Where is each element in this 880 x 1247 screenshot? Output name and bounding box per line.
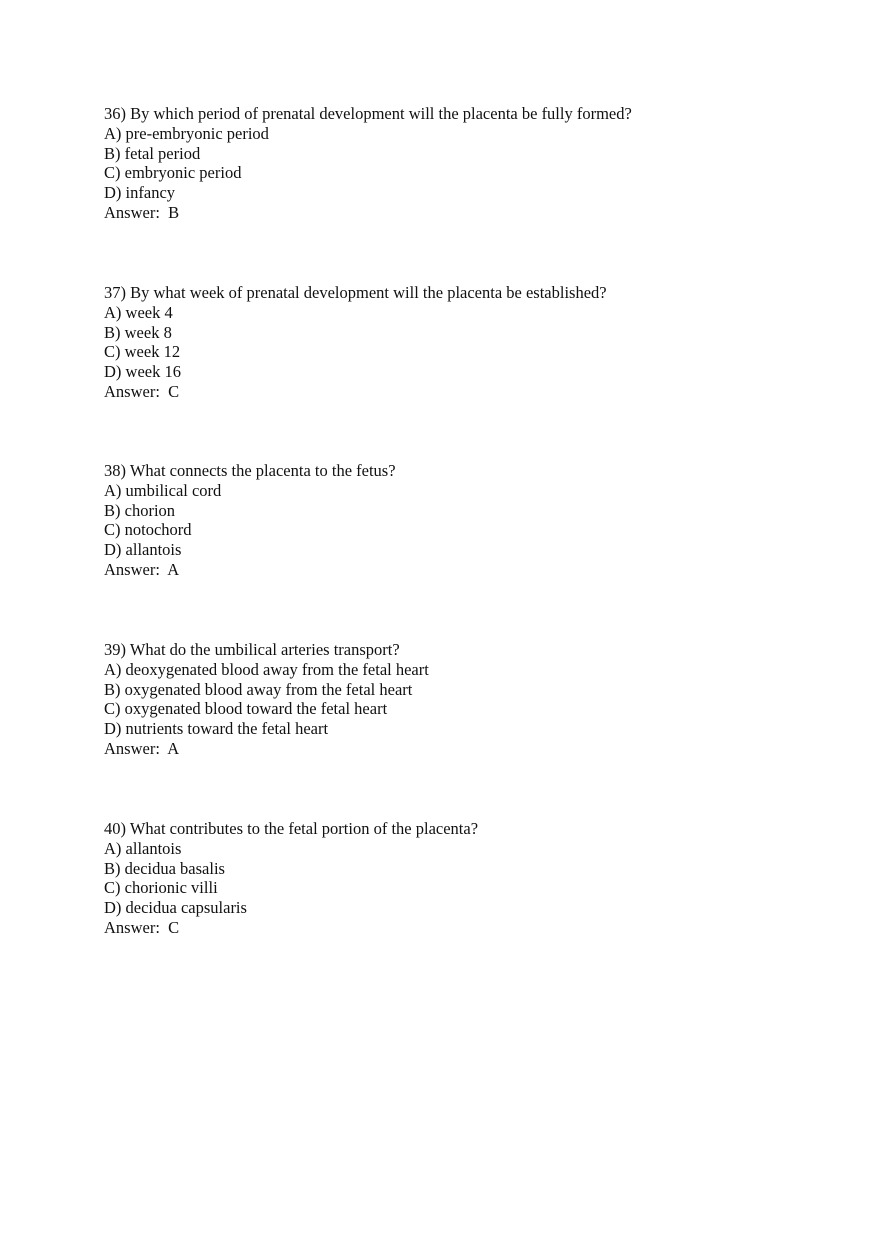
answer-option-a: A) deoxygenated blood away from the fetal heart: [104, 659, 429, 679]
answer-option-b: B) decidua basalis: [104, 858, 225, 878]
answer-option-a: A) pre-embryonic period: [104, 123, 269, 143]
question-stem: 36) By which period of prenatal development will the placenta be fully formed?: [104, 104, 632, 123]
answer-option-a: A) week 4: [104, 302, 173, 322]
question-stem: 40) What contributes to the fetal portion of the placenta?: [104, 819, 479, 838]
answer-key: Answer: A: [104, 559, 180, 579]
answer-key: Answer: C: [104, 917, 180, 937]
question-block: [104, 819, 804, 938]
answer-option-d: D) allantois: [104, 540, 182, 560]
answer-option-c: C) notochord: [104, 520, 192, 540]
answer-key: Answer: B: [104, 202, 180, 222]
answer-option-c: C) embryonic period: [104, 163, 242, 183]
answer-option-b: B) chorion: [104, 500, 176, 520]
answer-option-c: C) oxygenated blood toward the fetal heart: [104, 699, 388, 719]
answer-option-d: D) infancy: [104, 183, 176, 203]
answer-option-a: A) umbilical cord: [104, 480, 222, 500]
answer-option-a: A) allantois: [104, 838, 182, 858]
answer-option-b: B) week 8: [104, 322, 172, 342]
answer-option-d: D) nutrients toward the fetal heart: [104, 719, 329, 739]
question-block: [104, 283, 804, 402]
question-block: [104, 461, 804, 580]
question-block: [104, 104, 804, 223]
question-stem: 38) What connects the placenta to the fetus?: [104, 461, 396, 480]
answer-key: Answer: A: [104, 738, 180, 758]
answer-option-d: D) decidua capsularis: [104, 898, 247, 918]
question-stem: 39) What do the umbilical arteries transport?: [104, 640, 400, 659]
answer-option-b: B) oxygenated blood away from the fetal heart: [104, 679, 413, 699]
question-block: [104, 640, 804, 759]
answer-option-c: C) chorionic villi: [104, 878, 218, 898]
question-stem: 37) By what week of prenatal development will the placenta be established?: [104, 283, 607, 302]
answer-option-d: D) week 16: [104, 362, 181, 382]
answer-option-c: C) week 12: [104, 342, 181, 362]
answer-option-b: B) fetal period: [104, 143, 201, 163]
answer-key: Answer: C: [104, 381, 180, 401]
